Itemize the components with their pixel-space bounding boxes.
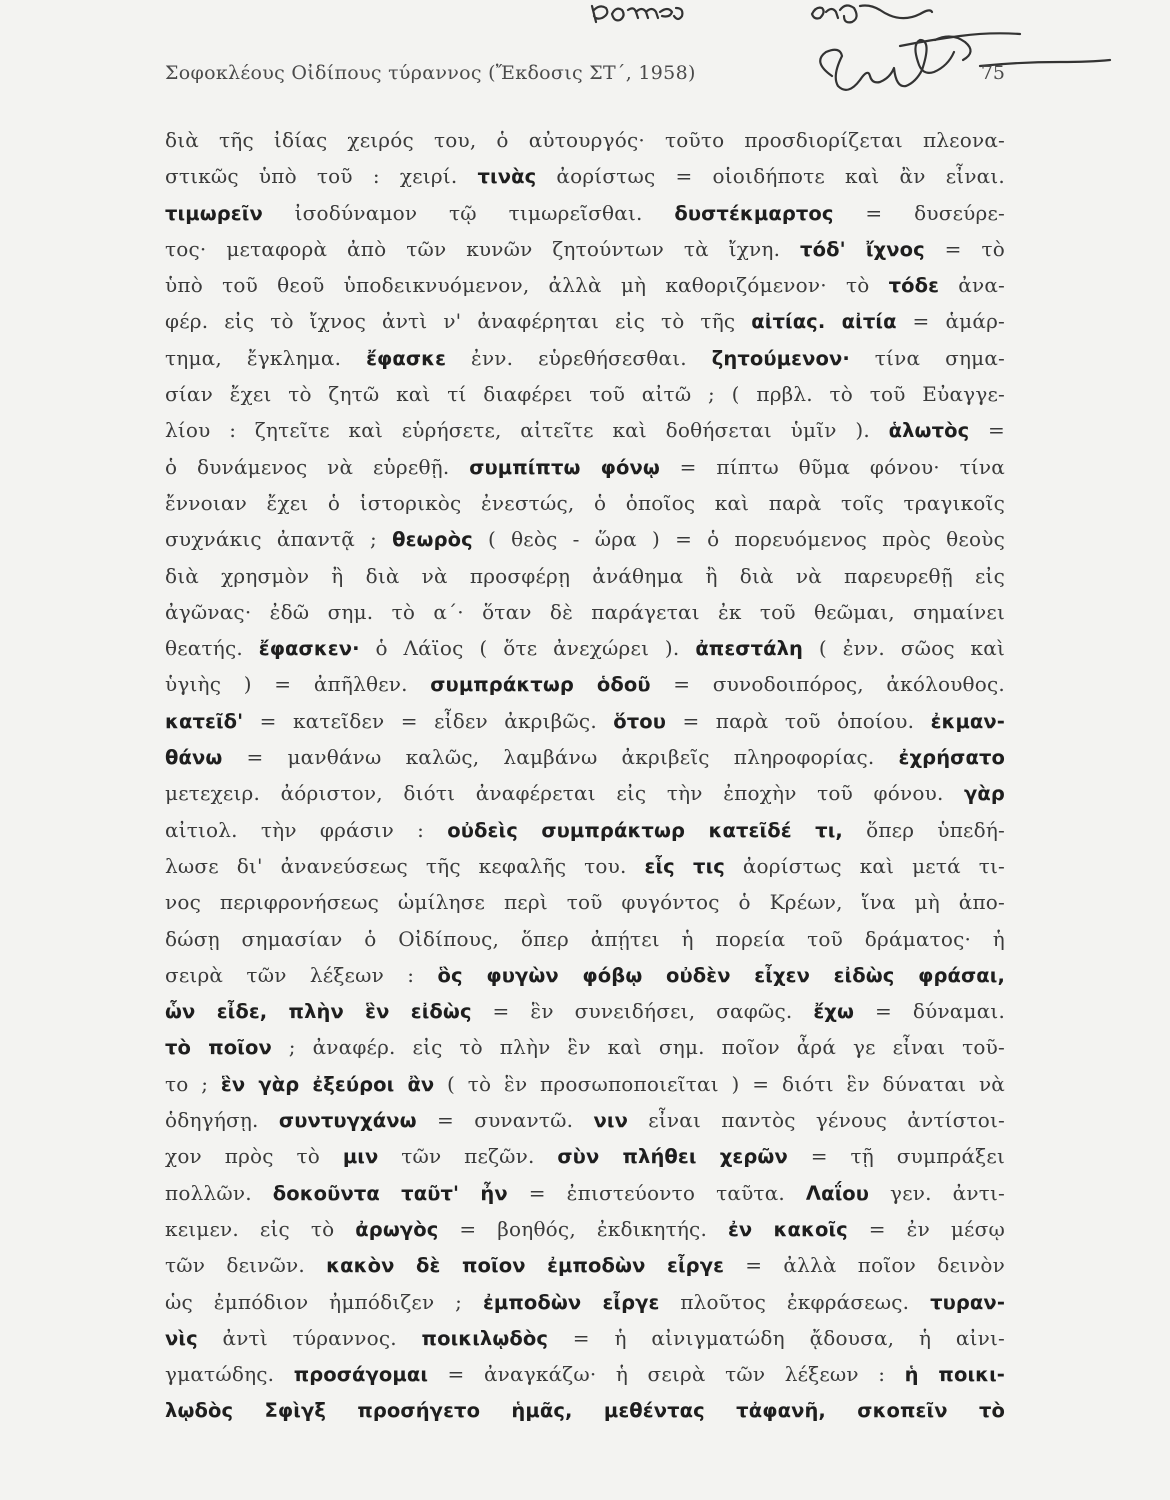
gloss-text: ὑπὸ τοῦ θεοῦ ὑποδεικνυόμενον, ἀλλὰ μὴ καθοριζόμενον· τὸ bbox=[165, 273, 889, 298]
text-line bbox=[165, 1320, 1005, 1356]
gloss-text: τῶν δεινῶν. bbox=[165, 1253, 327, 1278]
gloss-text: τίνα σημα- bbox=[849, 345, 1005, 370]
text-line bbox=[165, 1138, 1005, 1174]
gloss-text: = ἐν μέσῳ bbox=[847, 1216, 1005, 1241]
text-line bbox=[165, 775, 1005, 811]
gloss-text: νος περιφρονήσεως ὡμίλησε περὶ τοῦ φυγόντος ὁ Κρέων, ἵνα μὴ ἀπο- bbox=[165, 890, 1005, 915]
gloss-text: = βοηθός, ἐκδικητής. bbox=[438, 1216, 728, 1241]
gloss-text: στικῶς ὑπὸ τοῦ : χειρί. bbox=[165, 164, 478, 189]
commentary-text bbox=[165, 122, 1005, 1429]
text-line bbox=[165, 340, 1005, 376]
lemma-term: δυστέκμαρτος bbox=[674, 201, 834, 225]
lemma-term: ποικιλῳδὸς bbox=[421, 1326, 549, 1350]
gloss-text: συχνάκις ἀπαντᾷ ; bbox=[165, 527, 393, 552]
lemma-term: κατεῖδ' bbox=[165, 709, 244, 733]
gloss-text: γεν. ἀντι- bbox=[869, 1180, 1005, 1205]
gloss-text: ; ἀναφέρ. εἰς τὸ πλὴν ἓν καὶ σημ. ποῖον ἆρά γε εἶναι τοῦ- bbox=[271, 1035, 1005, 1060]
lemma-term: ὧν εἶδε, πλὴν ἓν εἰδὼς bbox=[165, 1000, 472, 1024]
gloss-text: = bbox=[969, 418, 1005, 443]
gloss-text: ὁ Λάϊος ( ὅτε ἀνεχώρει ). bbox=[359, 636, 696, 661]
handwritten-annotation bbox=[0, 0, 1170, 110]
gloss-text: = πίπτω θῦμα φόνου· τίνα bbox=[659, 454, 1005, 479]
gloss-text: τημα, ἔγκλημα. bbox=[165, 345, 367, 370]
lemma-term: μιν bbox=[342, 1145, 379, 1169]
lemma-term: νὶς bbox=[165, 1326, 198, 1350]
lemma-term: ζητούμενον· bbox=[711, 346, 850, 370]
lemma-term: θεωρὸς bbox=[392, 528, 473, 552]
gloss-text: = συναντῶ. bbox=[416, 1108, 594, 1133]
gloss-text: = ἀναγκάζω· ἡ σειρὰ τῶν λέξεων : bbox=[428, 1362, 905, 1387]
text-line bbox=[165, 303, 1005, 339]
gloss-text: κειμεν. εἰς τὸ bbox=[165, 1216, 356, 1241]
gloss-text: πλοῦτος ἐκφράσεως. bbox=[659, 1289, 931, 1314]
gloss-text: το ; bbox=[165, 1071, 221, 1096]
text-line bbox=[165, 1102, 1005, 1138]
gloss-text: = δύναμαι. bbox=[854, 999, 1006, 1024]
gloss-text: τῶν πεζῶν. bbox=[378, 1144, 558, 1169]
text-line bbox=[165, 993, 1005, 1029]
gloss-text: φέρ. εἰς τὸ ἴχνος ἀντὶ ν' ἀναφέρηται εἰς τὸ τῆς bbox=[165, 309, 752, 334]
lemma-term: ἓν γὰρ ἐξεύροι ἂν bbox=[220, 1072, 435, 1096]
gloss-text: = ἐπιστεύοντο ταῦτα. bbox=[507, 1180, 806, 1205]
gloss-text: ἔννοιαν ἔχει ὁ ἱστορικὸς ἐνεστώς, ὁ ὁποῖος καὶ παρὰ τοῖς τραγικοῖς bbox=[165, 490, 1005, 515]
lemma-term: ἐχρήσατο bbox=[898, 746, 1005, 770]
gloss-text: = συνοδοιπόρος, ἀκόλουθος. bbox=[650, 672, 1005, 697]
gloss-text: ἰσοδύναμον τῷ τιμωρεῖσθαι. bbox=[262, 200, 675, 225]
gloss-text: = ἁμάρ- bbox=[896, 309, 1005, 334]
lemma-term: τόδε bbox=[888, 274, 940, 298]
text-line bbox=[165, 812, 1005, 848]
lemma-term: δοκοῦντα ταῦτ' ἦν bbox=[272, 1181, 508, 1205]
text-line bbox=[165, 158, 1005, 194]
text-line bbox=[165, 1211, 1005, 1247]
text-line bbox=[165, 848, 1005, 884]
text-line bbox=[165, 231, 1005, 267]
lemma-term: λῳδὸς Σφὶγξ προσήγετο ἡμᾶς, μεθέντας τἀφανῆ, σκοπεῖν τὸ bbox=[165, 1399, 1005, 1423]
lemma-term: σὺν πλήθει χερῶν bbox=[557, 1145, 788, 1169]
gloss-text: μετεχειρ. ἀόριστον, διότι ἀναφέρεται εἰς τὴν ἐποχὴν τοῦ φόνου. bbox=[165, 781, 965, 806]
lemma-term: θάνω bbox=[165, 746, 223, 770]
lemma-term: τυραν- bbox=[930, 1290, 1006, 1314]
text-line bbox=[165, 122, 1005, 158]
lemma-term: ἁλωτὸς bbox=[888, 419, 970, 443]
lemma-term: ἐμποδὼν εἶργε bbox=[482, 1290, 660, 1314]
lemma-term: ἔχω bbox=[813, 1000, 855, 1024]
gloss-text: = τῇ συμπράξει bbox=[787, 1144, 1006, 1169]
lemma-term: τόδ' ἴχνος bbox=[800, 237, 925, 261]
text-line bbox=[165, 449, 1005, 485]
text-line bbox=[165, 267, 1005, 303]
gloss-text: δώσῃ σημασίαν ὁ Οἰδίπους, ὅπερ ἀπῄτει ἡ πορεία τοῦ δράματος· ἡ bbox=[165, 926, 1005, 951]
lemma-term: νιν bbox=[593, 1109, 628, 1133]
gloss-text: ὁ δυνάμενος νὰ εὑρεθῇ. bbox=[165, 454, 470, 479]
gloss-text: ἀντὶ τύραννος. bbox=[197, 1325, 422, 1350]
gloss-text: ἀγῶνας· ἐδῶ σημ. τὸ α΄· ὅταν δὲ παράγεται ἐκ τοῦ θεῶμαι, σημαίνει bbox=[165, 599, 1005, 624]
gloss-text: ( τὸ ἓν προσωποποιεῖται ) = διότι ἓν δύναται νὰ bbox=[434, 1071, 1006, 1096]
lemma-term: γὰρ bbox=[964, 782, 1005, 806]
gloss-text: ( ἐνν. σῶος καὶ bbox=[803, 636, 1005, 661]
lemma-term: ἀπεστάλη bbox=[695, 637, 804, 661]
lemma-term: ἐν κακοῖς bbox=[727, 1217, 848, 1241]
lemma-term: τιμωρεῖν bbox=[165, 201, 263, 225]
gloss-text: = κατεῖδεν = εἶδεν ἀκριβῶς. bbox=[243, 708, 614, 733]
text-line bbox=[165, 1392, 1005, 1428]
lemma-term: κακὸν δὲ ποῖον ἐμποδὼν εἶργε bbox=[326, 1254, 725, 1278]
gloss-text: ἀορίστως καὶ μετά τι- bbox=[724, 853, 1005, 878]
gloss-text: ὁδηγήσῃ. bbox=[165, 1108, 279, 1133]
gloss-text: θεατής. bbox=[165, 636, 259, 661]
text-line bbox=[165, 1284, 1005, 1320]
text-line bbox=[165, 1175, 1005, 1211]
text-line bbox=[165, 921, 1005, 957]
gloss-text: διὰ τῆς ἰδίας χειρός του, ὁ αὐτουργός· τοῦτο προσδιορίζεται πλεονα- bbox=[165, 128, 1005, 152]
gloss-text: τος· μεταφορὰ ἀπὸ τῶν κυνῶν ζητούντων τὰ ἴχνη. bbox=[165, 236, 801, 261]
text-line bbox=[165, 630, 1005, 666]
gloss-text: = δυσεύρε- bbox=[833, 200, 1005, 225]
gloss-text: λίου : ζητεῖτε καὶ εὑρήσετε, αἰτεῖτε καὶ δοθήσεται ὑμῖν ). bbox=[165, 418, 889, 443]
gloss-text: αἰτιολ. τὴν φράσιν : bbox=[165, 817, 448, 842]
text-line bbox=[165, 1356, 1005, 1392]
lemma-term: ἔφασκεν· bbox=[258, 637, 360, 661]
lemma-term: προσάγομαι bbox=[293, 1363, 429, 1387]
text-line bbox=[165, 485, 1005, 521]
text-line bbox=[165, 521, 1005, 557]
lemma-term: ἔφασκε bbox=[366, 346, 447, 370]
text-line bbox=[165, 884, 1005, 920]
gloss-text: ὅπερ ὑπεδή- bbox=[842, 817, 1005, 842]
running-title: Σοφοκλέους Οἰδίπους τύραννος (Ἔκδοσις ΣΤ΄, 1958) bbox=[165, 62, 696, 84]
lemma-term: συντυγχάνω bbox=[278, 1109, 417, 1133]
text-line bbox=[165, 558, 1005, 594]
gloss-text: χον πρὸς τὸ bbox=[165, 1144, 343, 1169]
gloss-text: σειρὰ τῶν λέξεων : bbox=[165, 962, 438, 987]
lemma-term: Λαΐου bbox=[805, 1181, 870, 1205]
lemma-term: συμπράκτωρ ὁδοῦ bbox=[430, 673, 651, 697]
lemma-term: εἷς τις bbox=[644, 854, 725, 878]
gloss-text: ὑγιὴς ) = ἀπῆλθεν. bbox=[165, 672, 431, 697]
lemma-term: τινὰς bbox=[477, 165, 537, 189]
text-line bbox=[165, 957, 1005, 993]
lemma-term: συμπίπτω φόνῳ bbox=[469, 455, 660, 479]
gloss-text: σίαν ἔχει τὸ ζητῶ καὶ τί διαφέρει τοῦ αἰτῶ ; ( πρβλ. τὸ τοῦ Εὐαγγε- bbox=[165, 382, 1005, 407]
text-line bbox=[165, 594, 1005, 630]
gloss-text: = ἀλλὰ ποῖον δεινὸν bbox=[724, 1253, 1006, 1278]
lemma-term: ἐκμαν- bbox=[930, 709, 1005, 733]
text-line bbox=[165, 1029, 1005, 1065]
gloss-text: = ἡ αἰνιγματώδη ᾄδουσα, ἡ αἰνι- bbox=[548, 1325, 1005, 1350]
text-line bbox=[165, 412, 1005, 448]
text-line bbox=[165, 1066, 1005, 1102]
gloss-text: = ἓν συνειδήσει, σαφῶς. bbox=[471, 999, 814, 1024]
lemma-term: ὃς φυγὼν φόβῳ οὐδὲν εἶχεν εἰδὼς φράσαι, bbox=[437, 963, 1006, 987]
lemma-term: τὸ ποῖον bbox=[165, 1036, 272, 1060]
gloss-text: εἶναι παντὸς γένους ἀντίστοι- bbox=[627, 1108, 1006, 1133]
lemma-term: ἡ ποικι- bbox=[904, 1363, 1006, 1387]
gloss-text: = τὸ bbox=[924, 236, 1005, 261]
gloss-text: ἀορίστως = οἱοιδήποτε καὶ ἂν εἶναι. bbox=[536, 164, 1005, 189]
text-line bbox=[165, 195, 1005, 231]
lemma-term: οὐδεὶς συμπράκτωρ κατεῖδέ τι, bbox=[447, 818, 843, 842]
gloss-text: λωσε δι' ἀνανεύσεως τῆς κεφαλῆς του. bbox=[165, 853, 645, 878]
gloss-text: = μανθάνω καλῶς, λαμβάνω ἀκριβεῖς πληροφορίας. bbox=[222, 745, 899, 770]
gloss-text: ὡς ἐμπόδιον ἠμπόδιζεν ; bbox=[165, 1289, 483, 1314]
lemma-term: ἀρωγὸς bbox=[355, 1217, 439, 1241]
text-line bbox=[165, 739, 1005, 775]
gloss-text: διὰ χρησμὸν ἢ διὰ νὰ προσφέρῃ ἀνάθημα ἢ διὰ νὰ παρευρεθῇ εἰς bbox=[165, 563, 1005, 588]
lemma-term: ὅτου bbox=[613, 709, 667, 733]
gloss-text: ἀνα- bbox=[939, 273, 1005, 298]
gloss-text: πολλῶν. bbox=[165, 1180, 273, 1205]
text-line bbox=[165, 703, 1005, 739]
text-line bbox=[165, 666, 1005, 702]
gloss-text: ( θεὸς - ὥρα ) = ὁ πορευόμενος πρὸς θεοὺς bbox=[472, 527, 1005, 552]
gloss-text: = παρὰ τοῦ ὁποίου. bbox=[666, 708, 931, 733]
page-number: 75 bbox=[980, 62, 1005, 84]
text-line bbox=[165, 376, 1005, 412]
gloss-text: γματώδης. bbox=[165, 1362, 294, 1387]
page-header bbox=[165, 62, 1005, 92]
gloss-text: ἐνν. εὑρεθήσεσθαι. bbox=[446, 345, 712, 370]
text-line bbox=[165, 1247, 1005, 1283]
lemma-term: αἰτίας. αἰτία bbox=[751, 310, 897, 334]
